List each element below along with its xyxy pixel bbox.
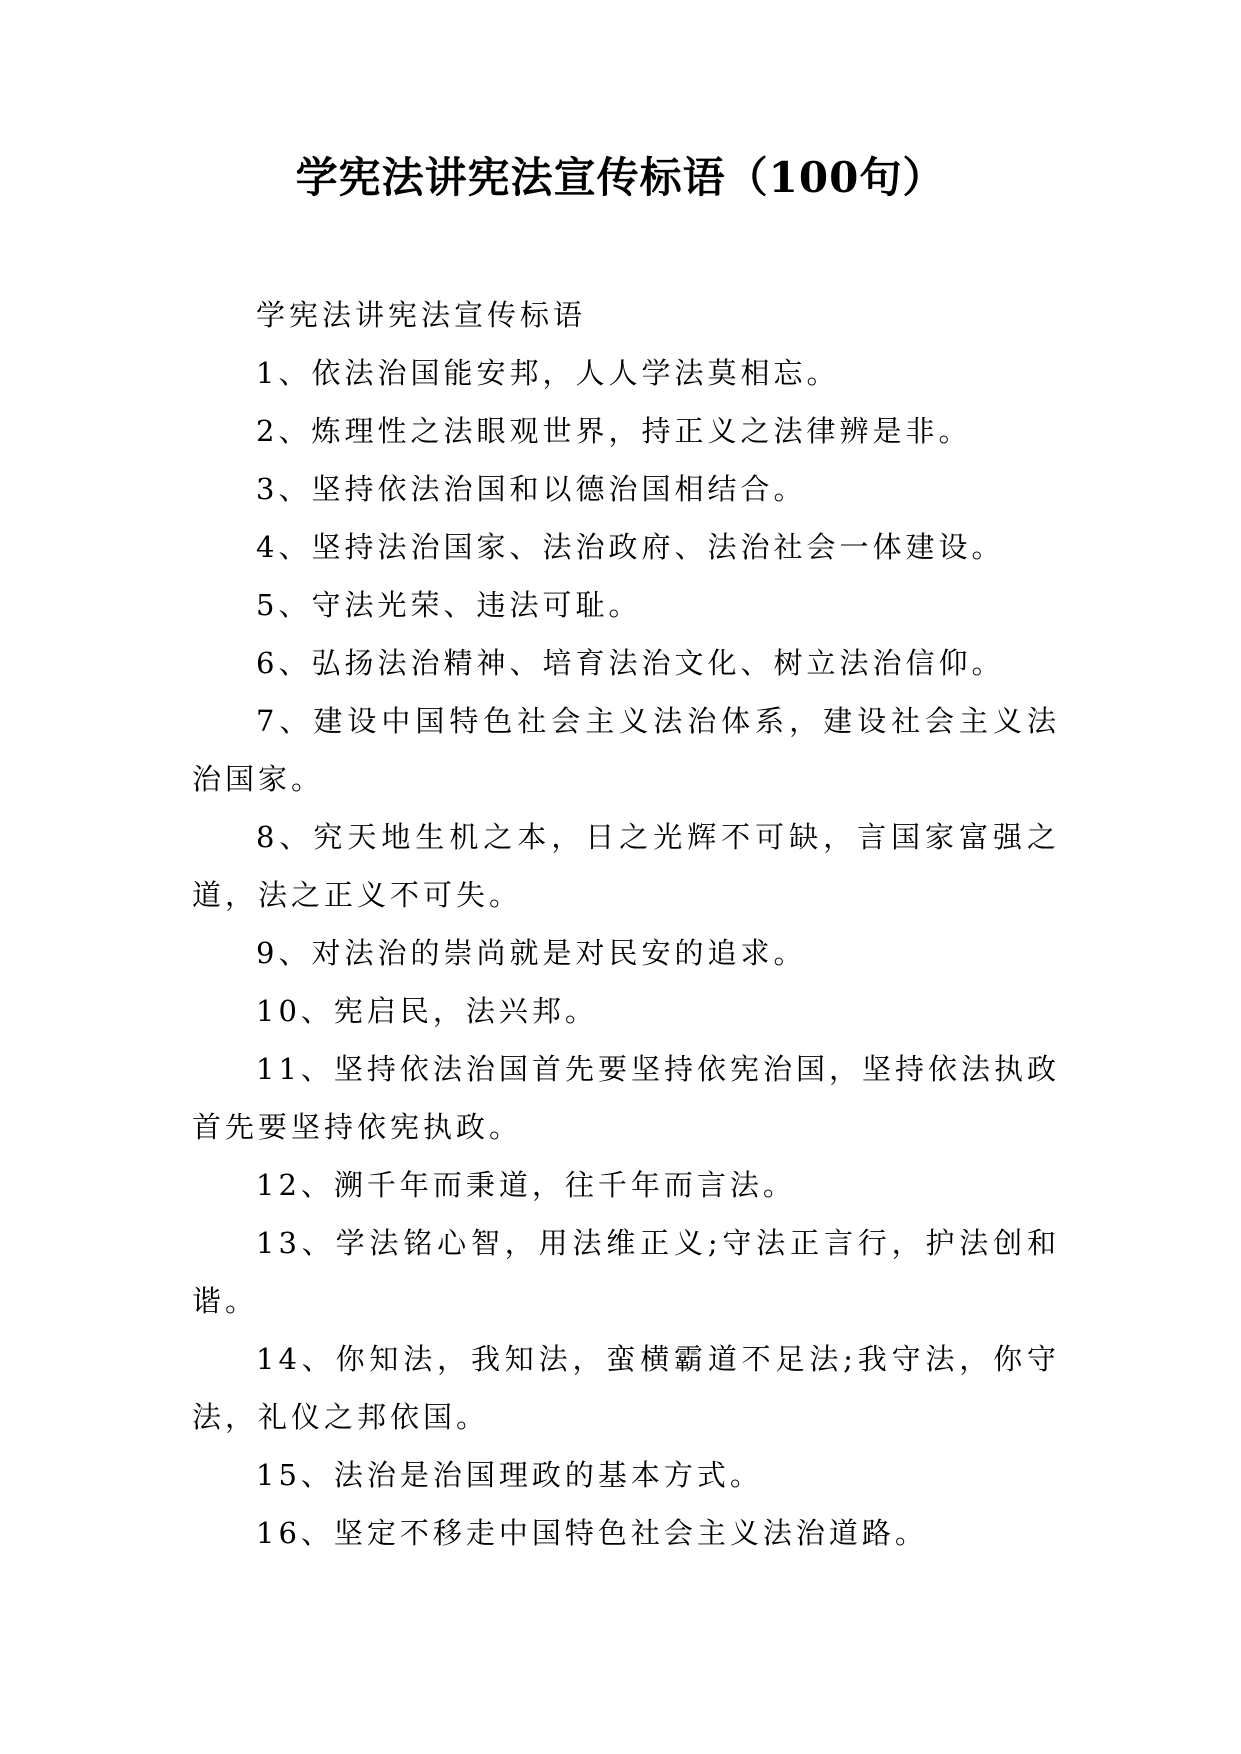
slogan-item: 5、守法光荣、违法可耻。 — [256, 588, 642, 622]
slogan-item: 13、学法铭心智，用法维正义;守法正言行，护法创和谐。 — [192, 1226, 1060, 1318]
document-body — [192, 286, 1060, 1562]
paragraph-subtitle: 学宪法讲宪法宣传标语 — [256, 298, 587, 332]
slogan-item: 14、你知法，我知法，蛮横霸道不足法;我守法，你守法，礼仪之邦依国。 — [192, 1342, 1060, 1434]
slogan-item: 7、建设中国特色社会主义法治体系，建设社会主义法治国家。 — [192, 704, 1060, 796]
slogan-item: 16、坚定不移走中国特色社会主义法治道路。 — [256, 1516, 928, 1550]
slogan-item: 11、坚持依法治国首先要坚持依宪治国，坚持依法执政首先要坚持依宪执政。 — [192, 1052, 1060, 1144]
slogan-item: 4、坚持法治国家、法治政府、法治社会一体建设。 — [256, 530, 1005, 564]
document-title: 学宪法讲宪法宣传标语（100句） — [295, 153, 946, 202]
slogan-item: 10、宪启民，法兴邦。 — [256, 994, 598, 1028]
slogan-item: 8、究天地生机之本，日之光辉不可缺，言国家富强之道，法之正义不可失。 — [192, 820, 1060, 912]
slogan-item: 12、溯千年而秉道，往千年而言法。 — [256, 1168, 796, 1202]
slogan-item: 1、依法治国能安邦，人人学法莫相忘。 — [256, 356, 840, 390]
slogan-item: 3、坚持依法治国和以德治国相结合。 — [256, 472, 807, 506]
slogan-item: 15、法治是治国理政的基本方式。 — [256, 1458, 763, 1492]
slogan-item: 6、弘扬法治精神、培育法治文化、树立法治信仰。 — [256, 646, 1005, 680]
slogan-item: 2、炼理性之法眼观世界，持正义之法律辨是非。 — [256, 414, 972, 448]
slogan-item: 9、对法治的崇尚就是对民安的追求。 — [256, 936, 807, 970]
